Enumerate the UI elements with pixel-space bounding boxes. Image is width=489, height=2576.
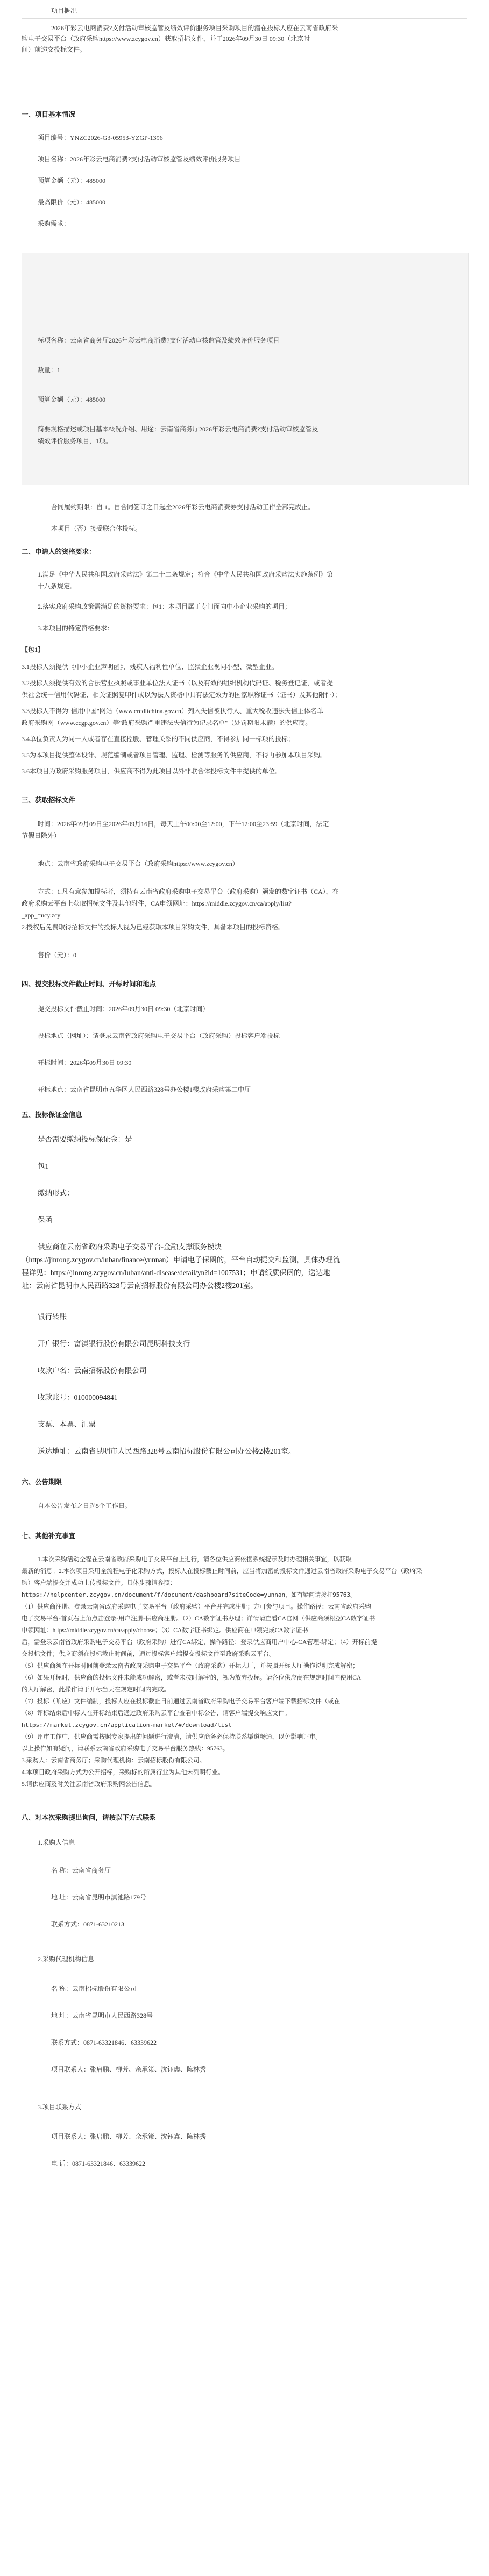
section-4-heading: 四、提交投标文件截止时间、开标时间和地点 bbox=[22, 980, 157, 988]
section-5-heading: 五、投标保证金信息 bbox=[22, 1111, 82, 1119]
supplement-line: 申领网址：https://middle.zcygov.cn/ca/apply/choose；（3）CA数字证书绑定。供应商在申领完成CA数字证书 bbox=[22, 1627, 308, 1634]
package-name: 标项名称：云南省商务厅2026年彩云电商消费?支付活动审核监管及绩效评价服务项目 bbox=[38, 337, 280, 344]
package-spec: 简要规格描述或项目基本概况介绍、用途：云南省商务厅2026年彩云电商消费?支付活动审核监管及 bbox=[38, 425, 318, 433]
requirements-label: 采购需求： bbox=[38, 220, 70, 227]
qualification-item: 3.5为本项目提供整体设计、规范编制或者项目管理、监理、检测等服务的供应商，不得再参加本项目采购。 bbox=[22, 751, 327, 759]
intro-line: 购电子交易平台（政府采购https://www.zcygov.cn）获取招标文件，并于2026年09月30日 09:30（北京时 bbox=[22, 35, 310, 42]
acquire-method: _app_=ucy.zcy bbox=[22, 912, 61, 919]
package-tag: 【包1】 bbox=[22, 646, 45, 653]
notice-period: 自本公告发布之日起5个工作日。 bbox=[38, 1502, 132, 1510]
submission-place: 投标地点（网址）：请登录云南省政府采购电子交易平台（政府采购）投标客户端投标 bbox=[38, 1032, 280, 1040]
guarantee-text: （https://jinrong.zcygov.cn/luban/finance/yunnan）申请电子保函的，平台自动提交和监测，具体办理流 bbox=[22, 1256, 341, 1264]
qualification-item: 3.3投标人不得为"信用中国"网站（www.creditchina.gov.cn）列入失信被执行人、重大税收违法失信主体名单 bbox=[22, 707, 323, 715]
supplement-line: 的大厅解密，此操作请于开标当天在规定时间内完成。 bbox=[22, 1687, 170, 1693]
supplement-line: （9）评审工作中，供应商需按照专家提出的问题进行澄清，请供应商务必保持联系渠道畅通，以免影响评审。 bbox=[22, 1734, 322, 1740]
supplement-line: 交投标文件；供应商须在投标截止时间前，通过投标客户端提交投标文件至政府采购云平台。 bbox=[22, 1651, 275, 1657]
download-link[interactable]: https://market.zcygov.cn/application-market/#/download/list bbox=[22, 1721, 232, 1728]
supplement-line: 5.请供应商及时关注云南省政府采购网公告信息。 bbox=[22, 1781, 157, 1788]
section-3-heading: 三、获取招标文件 bbox=[22, 796, 76, 804]
intro-line: 间）前递交投标文件。 bbox=[22, 46, 87, 53]
send-address: 送达地址：云南省昆明市人民西路328号云南招标股份有限公司办公楼2楼201室。 bbox=[38, 1447, 296, 1455]
package-spec: 绩效评价服务项目，1项。 bbox=[38, 437, 112, 445]
qualification-item: 政府采购网（www.ccgp.gov.cn）等"政府采购严重违法失信行为记录名单"（处罚期限未满）的供应商。 bbox=[22, 719, 312, 727]
acquire-time: 节假日除外） bbox=[22, 832, 61, 839]
qualification-item: 1.满足《中华人民共和国政府采购法》第二十二条规定；符合《中华人民共和国政府采购法实施条例》第 bbox=[38, 571, 334, 578]
acquire-time: 时间：2026年09月09日至2026年09月16日，每天上午00:00至12:00，下午12:00至23:59（北京时间，法定 bbox=[38, 820, 329, 828]
guarantee-text: 供应商在云南省政府采购电子交易平台-金融支撑服务模块 bbox=[38, 1243, 222, 1251]
project-number: 项目编号：YNZC2026-G3-05953-YZGP-1396 bbox=[38, 134, 163, 141]
guarantee-text: 址：云南省昆明市人民西路328号云南招标股份有限公司办公楼2楼201室。 bbox=[22, 1282, 258, 1290]
consortium-note: 本项目（否）接受联合体投标。 bbox=[51, 525, 142, 532]
qualification-item: 3.本项目的特定资格要求： bbox=[38, 624, 114, 632]
deposit-package: 包1 bbox=[38, 1162, 49, 1170]
section-8-heading: 八、对本次采购提出询问，请按以下方式联系 bbox=[22, 1814, 157, 1821]
purchaser-contact: 联系方式：0871-63210213 bbox=[51, 1920, 124, 1928]
project-contact-phone: 电 话：0871-63321846、63339622 bbox=[51, 2160, 145, 2167]
deposit-method: 保函 bbox=[38, 1216, 52, 1224]
agency-contact: 联系方式：0871-63321846、63339622 bbox=[51, 2039, 157, 2046]
supplement-line: 电子交易平台-首页右上角点击登录-用户注册-供应商注册。（2）CA数字证书办理；详情请查看CA官网（供应商须根据CA数字证书 bbox=[22, 1616, 375, 1622]
project-contact-people: 项目联系人：张启鹏、柳芳、余承策、沈钰鑫、陈林秀 bbox=[51, 2133, 207, 2140]
supplement-line: （8）评标结束后中标人在开标结束后通过政府采购云平台查看中标公告，请客户端提交响应文件。 bbox=[22, 1710, 291, 1717]
package-budget: 预算金额（元）：485000 bbox=[38, 396, 106, 403]
account-number: 收款账号：010000094841 bbox=[38, 1393, 118, 1401]
section-2-heading: 二、申请人的资格要求： bbox=[22, 548, 96, 556]
project-name: 项目名称：2026年彩云电商消费?支付活动审核监管及绩效评价服务项目 bbox=[38, 155, 241, 163]
opening-place: 开标地点：云南省昆明市五华区人民西路328号办公楼1楼政府采购第二中厅 bbox=[38, 1086, 251, 1093]
agency-contact-people: 项目联系人：张启鹏、柳芳、余承策、沈钰鑫、陈林秀 bbox=[51, 2066, 207, 2073]
max-price: 最高限价（元）：485000 bbox=[38, 198, 106, 206]
agency-address: 地 址：云南省昆明市人民西路328号 bbox=[51, 2012, 153, 2019]
section-1-heading: 一、项目基本情况 bbox=[22, 111, 76, 118]
deposit-required: 是否需要缴纳投标保证金：是 bbox=[38, 1135, 132, 1143]
supplement-line: 购）客户端提交并成功上传投标文件。具体步骤请参照： bbox=[22, 1580, 176, 1586]
bank-transfer-label: 银行转账 bbox=[38, 1313, 67, 1321]
purchaser-heading: 1.采购人信息 bbox=[38, 1839, 75, 1846]
supplement-line: 最新的消息。2.本次项目采用全流程电子化采购方式，投标人在投标截止时间前，应当将加密的投标文件通过云南省政府采购电子交易平台（政府采 bbox=[22, 1568, 422, 1575]
page-title: 项目概况 bbox=[51, 7, 77, 15]
supplement-line: （6）如果开标时，供应商的投标文件未能成功解密，或者未按时解密的，视为放弃投标。请各位供应商在规定时间内使用CA bbox=[22, 1675, 362, 1681]
alternative-methods: 支票、本票、汇票 bbox=[38, 1420, 96, 1428]
supplement-line: （1）供应商注册、登录云南省政府采购电子交易平台（政府采购）平台并完成注册；方可参与项目。操作路径：云南省政府采购 bbox=[22, 1604, 371, 1610]
supplement-line: 后，需登录云南省政府采购电子交易平台（政府采购）进行CA绑定，操作路径：登录供应商用户中心-CA管理-绑定；（4）开标前提 bbox=[22, 1639, 377, 1646]
purchaser-name: 名 称：云南省商务厅 bbox=[51, 1867, 111, 1874]
supplement-line: 3.采购人：云南省商务厅；采购代理机构：云南招标股份有限公司。 bbox=[22, 1757, 206, 1764]
supplement-line: 4.本项目政府采购方式为公开招标，采购标的所属行业为其他未列明行业。 bbox=[22, 1769, 224, 1776]
agency-name: 名 称：云南招标股份有限公司 bbox=[51, 1985, 137, 1993]
qualification-item: 3.6本项目为政府采购服务项目，供应商不得为此项目以外非联合体投标文件中提供的单位。 bbox=[22, 767, 282, 775]
supplement-line: 以上操作如有疑问，请联系云南省政府采购电子交易平台服务热线：95763。 bbox=[22, 1746, 229, 1752]
qualification-item: 供社会统一信用代码证、相关证照复印件或以为法人资格中具有法定效力的国家职称证书（证书）及其他附件）； bbox=[22, 691, 342, 699]
qualification-item: 十八条规定。 bbox=[38, 582, 77, 590]
qualification-item: 3.1投标人须提供《中小企业声明函》，残疾人福利性单位、监狱企业视同小型、微型企业。 bbox=[22, 663, 279, 671]
agency-heading: 2.采购代理机构信息 bbox=[38, 1955, 95, 1963]
supplement-line: （7）投标（响应）文件编制，投标人应在投标截止日前通过云南省政府采购电子交易平台客户端下载招标文件（或在 bbox=[22, 1698, 341, 1705]
acquire-method: 方式：1.凡有意参加投标者，须持有云南省政府采购电子交易平台（政府采购）颁发的数字证书（CA），在 bbox=[38, 888, 339, 895]
budget-amount: 预算金额（元）：485000 bbox=[38, 177, 106, 184]
acquire-method: 政府采购云平台上获取招标文件及其他附件，CA申领网址：https://middle.zcygov.cn/ca/apply/list? bbox=[22, 900, 292, 907]
qualification-item: 2.落实政府采购政策需满足的资格要求：包1：本项目属于专门面向中小企业采购的项目； bbox=[38, 603, 292, 610]
header-divider bbox=[22, 18, 467, 19]
guarantee-text: 程详见：https://jinrong.zcygov.cn/luban/anti-disease/detail/yn?id=1007531；申请纸质保函的，送达地 bbox=[22, 1269, 330, 1277]
bank-name: 开户银行：富滇银行股份有限公司昆明科技支行 bbox=[38, 1340, 190, 1348]
account-name: 收款户名：云南招标股份有限公司 bbox=[38, 1367, 147, 1375]
package-box bbox=[22, 253, 469, 485]
qualification-item: 3.2投标人须提供有效的合法营业执照或事业单位法人证书（以及有效的组织机构代码证、税务登记证，或者提 bbox=[22, 679, 334, 687]
section-7-heading: 七、其他补充事宜 bbox=[22, 1532, 76, 1540]
opening-time: 开标时间：2026年09月30日 09:30 bbox=[38, 1059, 132, 1066]
project-contact-heading: 3.项目联系方式 bbox=[38, 2103, 82, 2111]
deposit-method-label: 缴纳形式： bbox=[38, 1189, 74, 1197]
purchaser-address: 地 址：云南省昆明市滇池路179号 bbox=[51, 1894, 147, 1901]
contract-period: 合同履约期限：自 1。自合同签订之日起至2026年彩云电商消费券支付活动工作全部完成止。 bbox=[51, 503, 315, 511]
section-6-heading: 六、公告期限 bbox=[22, 1478, 62, 1486]
supplement-line: （5）供应商须在开标时间前登录云南省政府采购电子交易平台（政府采购）开标大厅，并按照开标大厅操作说明完成解密； bbox=[22, 1663, 359, 1669]
package-quantity: 数量：1 bbox=[38, 366, 61, 374]
acquire-method: 2.授权后免费取得招标文件的投标人视为已经获取本项目采购文件，具备本项目的投标资格。 bbox=[22, 923, 285, 931]
qualification-item: 3.4单位负责人为同一人或者存在直接控股、管理关系的不同供应商，不得参加同一标项的投标； bbox=[22, 735, 295, 743]
acquire-place: 地点：云南省政府采购电子交易平台（政府采购https://www.zcygov.cn） bbox=[38, 860, 239, 867]
document-price: 售价（元）：0 bbox=[38, 951, 77, 959]
supplement-line: 1.本次采购活动全程在云南省政府采购电子交易平台上进行，请各位供应商依据系统提示及时办理相关事宜，以获取 bbox=[38, 1556, 352, 1563]
submission-deadline: 提交投标文件截止时间：2026年09月30日 09:30（北京时间） bbox=[38, 1005, 209, 1013]
intro-line: 2026年彩云电商消费?支付活动审核监管及绩效评价服务项目采购项目的潜在投标人应在云南省政府采 bbox=[51, 24, 338, 32]
help-center-link[interactable]: https://helpcenter.zcygov.cn/document/f/document/dashboard?siteCode=yunnan，如有疑问请拨打95763。 bbox=[22, 1591, 357, 1598]
